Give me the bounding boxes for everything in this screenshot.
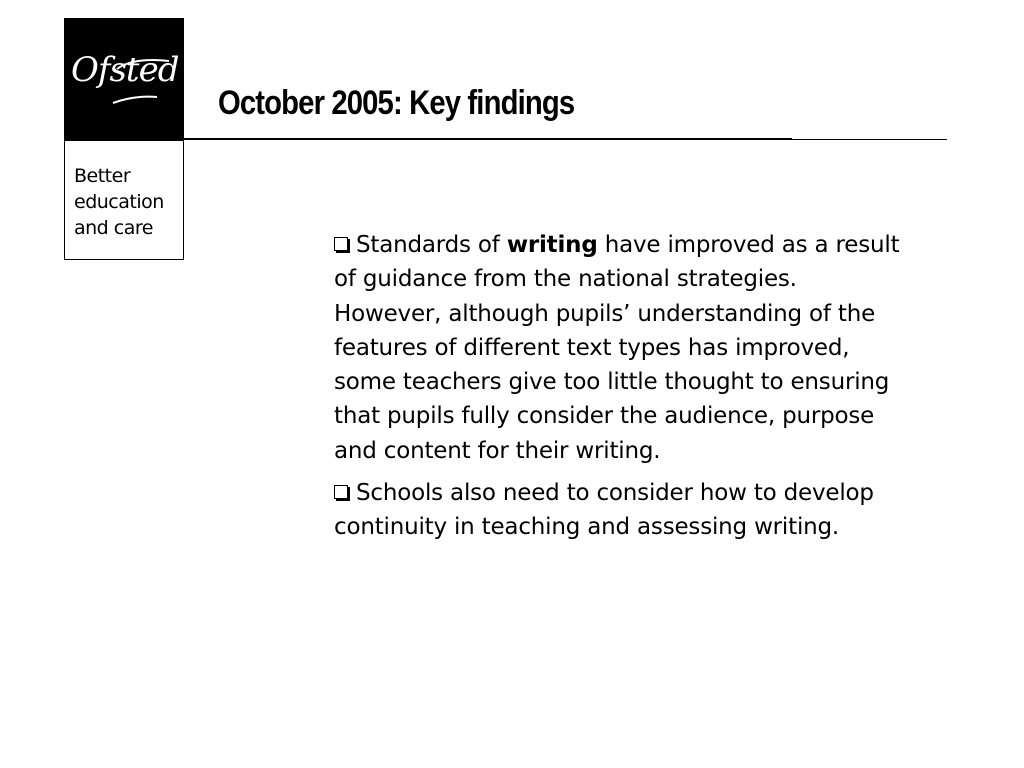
ofsted-logo xyxy=(64,18,184,260)
bullet-2-text: Schools also need to consider how to develop continuity in teaching and assessing writing. xyxy=(334,480,874,541)
bullet-1-bold-term: writing xyxy=(506,232,598,258)
slide-title: October 2005: Key findings xyxy=(218,84,575,122)
checkbox-bullet-icon xyxy=(334,485,348,499)
logo-tagline xyxy=(65,141,183,241)
bullet-item-writing-standards xyxy=(334,228,904,468)
bullet-1-text-rest: have improved as a result of guidance from the national strategies. However, although pupils’ understanding of the features of different text types has improved, some teachers give too little thought to ensuring that pupils fully consider the audience, purpose and content for their writing. xyxy=(334,232,900,464)
logo-wordmark: Ofsted xyxy=(71,50,179,90)
logo-tagline-line-1: Better xyxy=(74,165,131,187)
logo-tagline-line-2: education xyxy=(74,191,164,213)
bullet-1-text-start: Standards of xyxy=(356,232,507,258)
logo-wordmark-panel xyxy=(65,19,183,141)
bullet-item-continuity xyxy=(334,476,904,545)
checkbox-bullet-icon xyxy=(334,237,348,251)
logo-tagline-line-3: and care xyxy=(74,217,153,239)
title-divider-accent xyxy=(184,138,792,140)
bullet-list xyxy=(334,228,904,553)
